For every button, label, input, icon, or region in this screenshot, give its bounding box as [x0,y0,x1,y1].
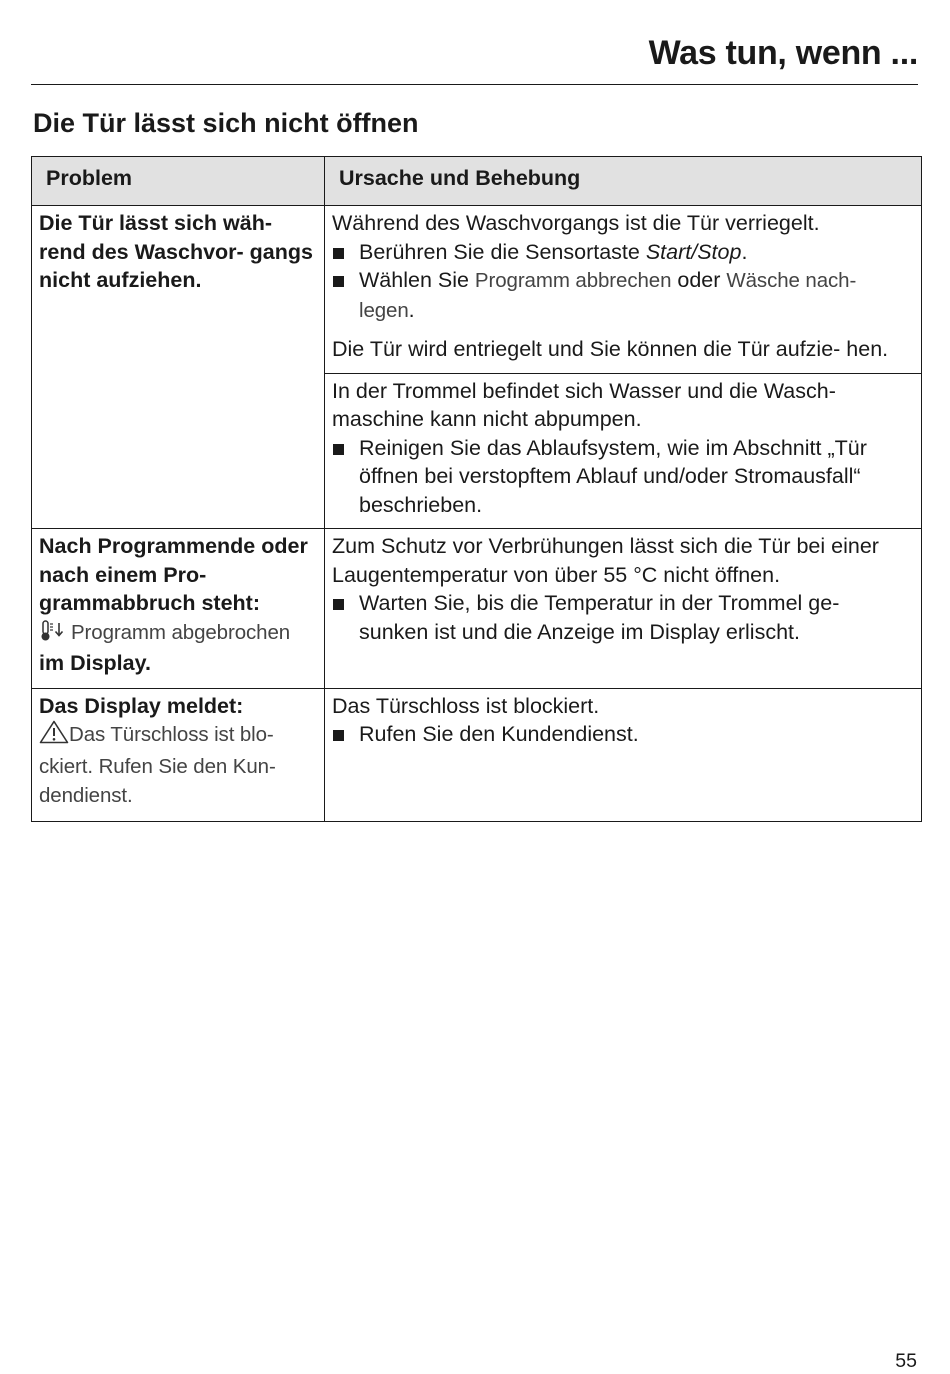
cause-cell [325,206,922,374]
column-header-problem: Problem [32,157,325,206]
page-number: 55 [895,1350,917,1372]
table-header-row [32,157,922,206]
bullet-text: . [408,297,415,322]
bullet-item [332,266,913,325]
warning-triangle-icon [39,720,69,752]
bullet-text: . [741,239,748,264]
sensor-button-name: Start/Stop [645,239,742,264]
display-text: Programm abbrechen [474,269,672,292]
bullet-text: Rufen Sie den Kundendienst. [359,722,639,746]
cause-text: Das Türschloss ist blockiert. [332,693,600,718]
table-row [32,529,922,689]
header-divider [31,84,918,85]
problem-text: Nach Programmende oder nach einem Pro- grammabbruch steht: [39,534,308,615]
section-title: Die Tür lässt sich nicht öffnen [33,108,419,138]
column-header-cause: Ursache und Behebung [325,157,922,206]
table-row [32,688,922,821]
page-header-title: Was tun, wenn ... [648,34,918,72]
problem-cell [32,688,325,821]
cause-cell [325,688,922,821]
display-text: Das Türschloss ist blo- ckiert. Rufen Sie den Kun- dendienst. [39,723,276,807]
problem-text: Das Display meldet: [39,693,244,718]
bullet-square-icon [333,276,344,287]
bullet-text: oder [671,268,727,292]
bullet-text: Warten Sie, bis die Temperatur in der Trommel ge- sunken ist und die Anzeige im Display erlischt. [359,591,840,644]
bullet-item [332,434,913,520]
display-text: Programm abgebrochen [70,620,291,644]
problem-cell: Die Tür lässt sich wäh- rend des Waschvor- gangs nicht aufziehen. [32,206,325,529]
bullet-item [332,589,913,646]
bullet-item [332,720,913,749]
bullet-text: Wählen Sie [359,268,475,292]
bullet-item [332,238,913,267]
temperature-down-icon [39,620,65,650]
cause-cell [325,373,922,529]
bullet-square-icon [333,730,344,741]
problem-cell [32,529,325,689]
cause-cell [325,529,922,689]
bullet-text: Berühren Sie die Sensortaste [359,239,646,264]
cause-text: Während des Waschvorgangs ist die Tür verriegelt. [332,211,820,235]
cause-text: Die Tür wird entriegelt und Sie können die Tür aufzie- hen. [332,337,889,361]
bullet-text: Reinigen Sie das Ablaufsystem, wie im Abschnitt „Tür öffnen bei verstopftem Ablauf und/oder Stromausfall“ beschrieben. [359,435,867,517]
bullet-square-icon [333,599,344,610]
cause-text: In der Trommel befindet sich Wasser und die Wasch- maschine kann nicht abpumpen. [332,378,836,431]
cause-text: Zum Schutz vor Verbrühungen lässt sich die Tür bei einer Laugentemperatur von über 55 °C nicht öffnen. [332,534,879,587]
bullet-square-icon [333,248,344,259]
troubleshooting-table [31,156,922,822]
problem-text: im Display. [39,651,151,675]
bullet-square-icon [333,444,344,455]
table-row [32,206,922,374]
display-text: Wäsche nach- legen [359,269,857,322]
